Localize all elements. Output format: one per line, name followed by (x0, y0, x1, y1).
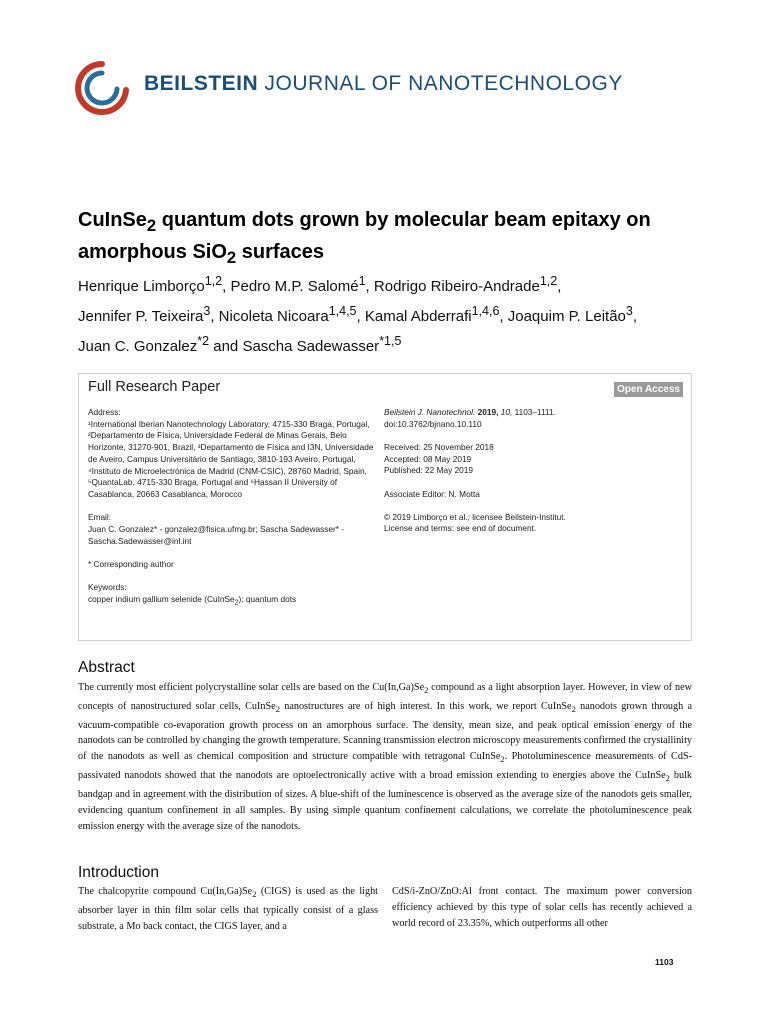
address-label: Address: (88, 407, 121, 417)
keywords-text: copper indium gallium selenide (CuInSe$_2$); quantum dots (88, 593, 297, 607)
introduction-column-2: CdS/i-ZnO/ZnO:Al front contact. The maximum power conversion efficiency achieved by this type of solar cells has recently achieved a world record of 23.35%, which outperforms all other (392, 886, 692, 929)
email-text[interactable]: Juan C. Gonzalez* - gonzalez@fisica.ufmg.br; Sascha Sadewasser* - Sascha.Sadewasser@inl.int (88, 523, 345, 546)
author: Kamal Abderrafi$^{1,4,6}$, (364, 304, 508, 325)
accepted-date: Accepted: 08 May 2019 (384, 453, 472, 464)
copyright-notice: © 2019 Limborço et al.; licensee Beilstein-Institut. (384, 511, 566, 522)
info-right-column (384, 407, 684, 535)
title-part: CuInSe (78, 209, 147, 231)
journal-name (144, 72, 623, 96)
article-title (78, 207, 698, 271)
address-text: ¹International Iberian Nanotechnology Laboratory, 4715-330 Braga, Portugal, ²Departamento de Física, Universidade Federal de Minas Gerais, Belo Horizonte, 31270-901, Brazil, ³Departamento de Física and I3N, Universidade de Aveiro, Campus Universitário de Santiago, 3810-193 Aveiro, Portugal, ⁴Instituto de Microelectrónica de Madrid (CNM-CSIC), 28760 Madrid, Spain, ⁵QuantaLab, 4715-330 Braga, Portugal and ⁶Hassan II University of Casablanca, 20663 Casablanca, Morocco (88, 418, 374, 499)
corresponding-author-note: * Corresponding author (88, 558, 174, 569)
title-subscript: 2 (226, 248, 237, 267)
email-label: Email: (88, 512, 112, 523)
abstract-heading: Abstract (78, 659, 135, 676)
title-part: quantum dots grown by molecular beam epitaxy on amorphous SiO (78, 209, 651, 263)
title-subscript: 2 (146, 216, 157, 235)
introduction-heading: Introduction (78, 864, 159, 881)
journal-name-rest: JOURNAL OF NANOTECHNOLOGY (258, 72, 623, 95)
author: Nicoleta Nicoara$^{1,4,5}$, (218, 304, 365, 325)
author: Henrique Limborço$^{1,2}$, (78, 274, 231, 295)
citation: Beilstein J. Nanotechnol. 2019, 10, 1103–1111. (384, 407, 556, 417)
abstract-text: The currently most efficient polycrystalline solar cells are based on the $Cu(In,Ga)Se_2$ compound as a light absorption layer. However, in view of new concepts of nanostructured solar cells, CuInSe$_2$ nanostructures are of high interest. In this work, we report CuInSe$_2$ nanodots grown through a vacuum-compatible co-evaporation growth process on an amorphous surface. The density, mean size, and peak optical emission energy of the nanodots can be controlled by changing the growth temperature. Scanning transmission electron microscopy measurements confirmed the crystallinity of the nanodots as well as chemical composition and structure compatible with tetragonal CuInSe$_2$. Photoluminescence measurements of CdS-passivated nanodots showed that the nanodots are optoelectronically active with a broad emission extending to energies above the CuInSe$_2$ bulk bandgap and in agreement with the distribution of sizes. A blue-shift of the luminescence is observed as the average size of the nanodots gets smaller, evidencing quantum confinement in all samples. By using simple quantum confinement calculations, we correlate the photoluminescence peak emission energy with the average size of the nanodots. (78, 682, 693, 832)
published-date: Published: 22 May 2019 (384, 465, 474, 476)
author: Jennifer P. Teixeira$^3$, (78, 304, 219, 325)
beilstein-logo-icon (74, 60, 130, 116)
license-note: License and terms: see end of document. (384, 523, 537, 534)
title-part: surfaces (236, 241, 325, 263)
info-left-column (88, 407, 380, 609)
author: Pedro M.P. Salomé$^1$, (230, 274, 374, 295)
doi-link[interactable]: doi:10.3762/bjnano.10.110 (384, 418, 482, 429)
journal-name-bold: BEILSTEIN (144, 72, 259, 95)
author-list (78, 269, 698, 359)
author: Joaquim P. Leitão$^3$, (507, 304, 638, 325)
received-date: Received: 25 November 2018 (384, 441, 494, 452)
introduction-column-1: The chalcopyrite compound $Cu(In,Ga)Se_2$ (CIGS) is used as the light absorber layer in thin film solar cells that typically consist of a glass substrate, a Mo back contact, the CIGS layer, and a (78, 886, 378, 932)
author: Juan C. Gonzalez$^{*2}$ and (78, 334, 243, 355)
open-access-badge[interactable]: Open Access (614, 382, 683, 397)
author: Sascha Sadewasser$^{*1,5}$ (242, 334, 402, 355)
page-number: 1103 (655, 957, 674, 967)
associate-editor: Associate Editor: N. Motta (384, 488, 480, 499)
author: Rodrigo Ribeiro-Andrade$^{1,2}$, (373, 274, 562, 295)
paper-type: Full Research Paper (88, 379, 221, 395)
keywords-label: Keywords: (88, 581, 127, 592)
